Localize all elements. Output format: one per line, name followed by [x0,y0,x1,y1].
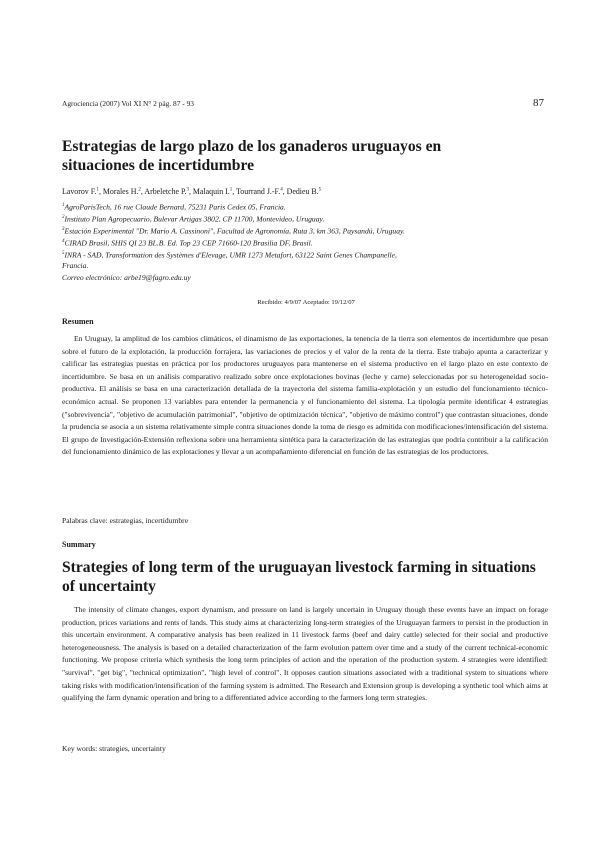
author-name: , Tourrand J.-F. [232,187,281,196]
affiliation-4 [62,236,552,249]
affiliation-text: Instituto Plan Agropecuario, Bulevar Artigas 3802, CP 11700, Montevideo, Uruguay. [64,214,325,224]
affiliation-5 [62,248,552,261]
affiliation-mark: 4 [62,239,65,244]
author-affiliation-mark: 5 [318,187,322,193]
affiliation-2 [62,212,552,225]
article-title-en: Strategies of long term of the uruguayan livestock farming in situations of uncertainty [62,559,536,595]
affiliation-mark: 5 [62,251,65,256]
summary-text: The intensity of climate changes, export dynamism, and pressure on land is largely uncertain in Uruguay though these events have an impact on forage production, prices variations and rents of lands. This study aims at characterizing long-term strategies of the Uruguayan farmers to persist in the production in this uncertain environment. A comparative analysis has been realized in 11 livestock farms (beef and dairy cattle) selected for their social and productive heterogeneousness. The analysis is based on a detailed characterization of the farm evolution pattern over time and a study of the current technical-economic functioning. We propose criteria which synthesis the long term principles of action and the operation of the production system. 4 strategies were identified: "survival", "get big", "technical optimization", "high level of control". It opposes caution situations associated with a traditional system to situations where taking risks with modification/intensification of the farming system is admitted. The Research and Extension group is developing a synthetic tool which aims at qualifying the farm dynamic operation and bring to a differentiated advice according to the farmers long term strategies. [62,605,548,703]
affiliation-3 [62,224,552,237]
page-header [62,99,544,113]
resumen-heading: Resumen [62,317,94,326]
affiliation-5-country [62,260,552,271]
key-words: Key words: strategies, uncertainty [62,744,166,753]
affiliation-mark: 1 [62,203,65,208]
affiliation-text: Estación Experimental "Dr. Mario A. Cassinoni", Facultad de Agronomía, Ruta 3, km 363, Paysandú, Uruguay. [64,226,405,236]
author-name: , Morales H. [98,187,139,196]
affiliation-mark: 3 [62,227,65,232]
palabras-clave: Palabras clave: estrategias, incertidumbre [62,516,189,525]
article-title-es: Estrategias de largo plazo de los ganaderos uruguayos en situaciones de incertidumbre [62,138,442,174]
author-name: , Malaquin I. [188,187,230,196]
author-name: Lavorov F. [62,187,97,196]
journal-citation: Agrociencia (2007) Vol XI N° 2 pág. 87 - 93 [62,99,194,108]
email-text: Correo electrónico: arbe19@fagro.edu.uy [62,273,191,282]
author-name: , Dedieu B. [282,187,319,196]
affiliation-text: Francia. [62,261,89,270]
author-name: , Arbeletche P. [140,187,187,196]
author-affiliation-mark: 4 [280,187,283,193]
resumen-text: En Uruguay, la amplitud de los cambios climáticos, el dinamismo de las exportaciones, la tenencia de la tierra son elementos de incertidumbre que pesan sobre el futuro de la explotación, la producción forrajera, las variaciones de precios y el valor de la renta de la tierra. Este trabajo apunta a caracterizar y calificar las estrategias puestas en práctica por los productores uruguayos para mantenerse en el sistema productivo en el largo plazo en este contexto de incertidumbre. Se basa en un análisis comparativo realizado sobre once explotaciones bovinas (leche y carne) seleccionadas por su heterogeneidad socio-productiva. El análisis se basa en una caracterización detallada de la trayectoria del sistema familia-explotación y un estudio del funcionamiento técnico-económico actual. Se proponen 13 variables para entender la permanencia y el funcionamiento del sistema. La tipología permite identificar 4 estrategias ("sobrevivencia", "objetivo de acumulación patrimonial", "objetivo de optimización técnica", "objetivo de máximo control") que contrastan situaciones, donde la prudencia se asocia a un sistema relativamente simple contra situaciones donde la toma de riesgo es admitida con modificaciones/intensificación del sistema. El grupo de Investigación-Extensión reflexiona sobre una herramienta sintética para la caracterización de las estrategias que podría contribuir a la calificación del funcionamiento dinámico de las explotaciones y llevar a un acompañamiento diferencial en función de las estrategias de los productores. [62,334,548,457]
affiliation-text: CIRAD Brasil, SHIS QI 23 BL.B. Ed. Top 23 CEP 71660-120 Brasilia DF, Brasil. [64,238,313,248]
author-list [62,187,321,196]
affiliation-text: INRA - SAD, Transformation des Systèmes d'Elevage, UMR 1273 Metafort, 63122 Saint Genes Champanelle, [64,250,397,260]
received-accepted-dates: Recibido: 4/9/07 Aceptado: 19/12/07 [257,299,355,306]
summary-paragraph [62,604,548,705]
contact-email [62,272,552,283]
affiliation-text: AgroParisTech, 16 rue Claude Bernard, 75231 Paris Cedex 05, Francia. [64,202,286,212]
affiliation-mark: 2 [62,215,65,220]
resumen-paragraph [62,333,548,459]
author-affiliation-mark: 3 [186,187,189,193]
summary-heading: Summary [62,540,96,549]
author-affiliation-mark: 2 [138,187,141,193]
author-affiliation-mark: 1 [229,187,233,193]
affiliation-1 [62,200,552,213]
page-number: 87 [533,97,544,109]
author-affiliation-mark: 1 [96,187,99,193]
